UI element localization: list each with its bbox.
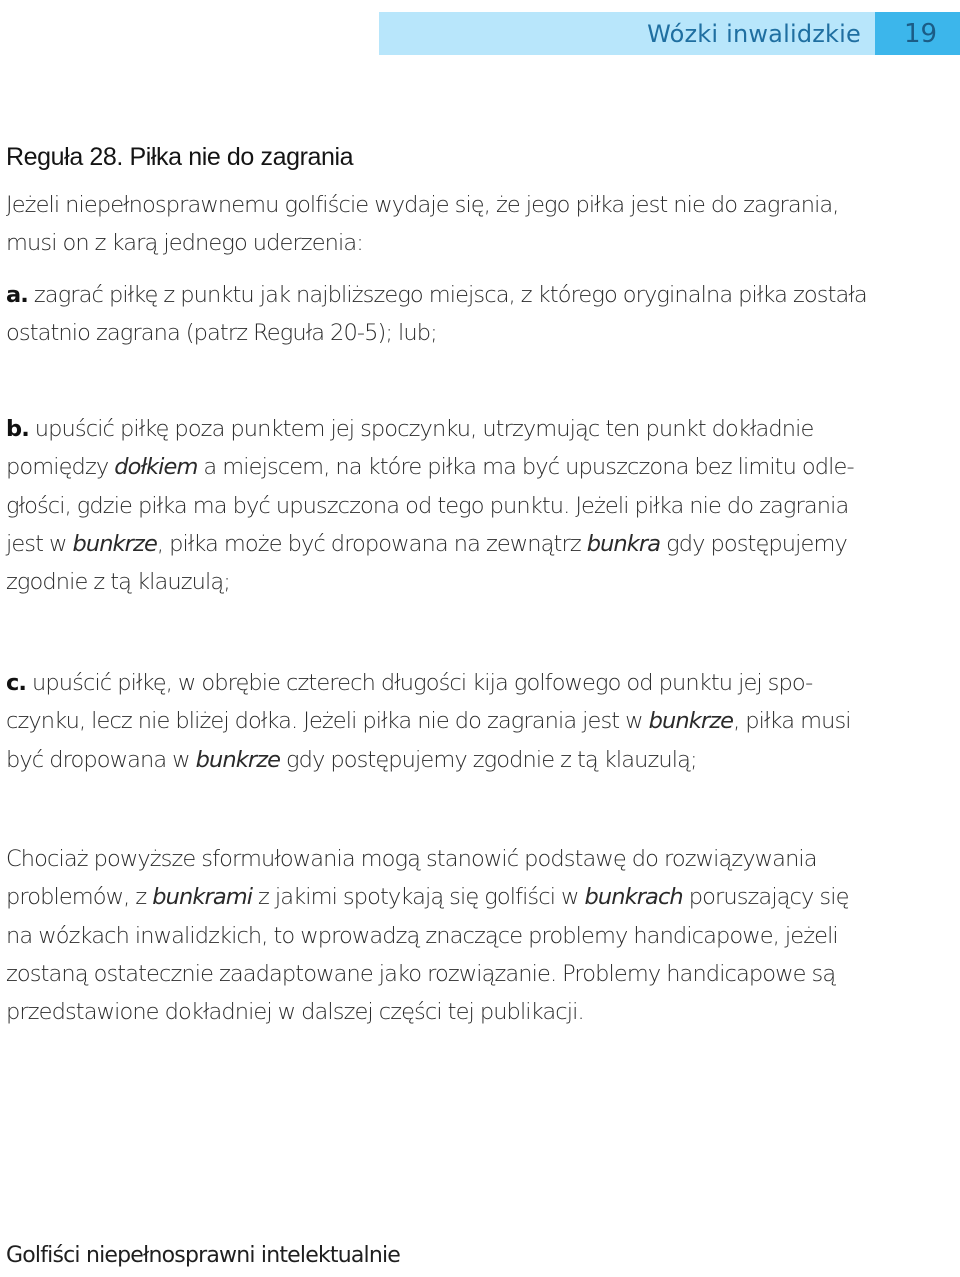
rule-item-c — [6, 664, 946, 779]
item-c-line — [6, 664, 946, 702]
item-c-text: być dropowana w — [6, 746, 196, 773]
term-bunkrze: bunkrze — [72, 530, 157, 557]
item-b-label: b. — [6, 416, 29, 442]
item-b-line: głości, gdzie piłka ma być upuszczona od tego punktu. Jeżeli piłka nie do zagrania — [6, 492, 849, 519]
term-bunkrach: bunkrach — [584, 884, 683, 911]
term-dolkiem: dołkiem — [114, 454, 198, 481]
page-number-box — [875, 12, 960, 55]
item-c-text: upuścić piłkę, w obrębie czterech długości kija golfowego od punktu jej spo- — [26, 670, 813, 696]
term-bunkra: bunkra — [586, 530, 661, 557]
item-c-text: gdy postępujemy zgodnie z tą klauzulą; — [280, 746, 697, 773]
item-b-line — [6, 410, 946, 448]
intro-line: musi on z karą jednego uderzenia: — [6, 230, 363, 257]
item-c-line — [6, 741, 946, 779]
rule-item-a — [6, 276, 946, 353]
header-band — [379, 12, 875, 55]
item-c-text: czynku, lecz nie bliżej dołka. Jeżeli piłka nie do zagrania jest w — [6, 708, 649, 735]
item-b-line — [6, 448, 946, 486]
item-b-line — [6, 525, 946, 563]
term-bunkrami: bunkrami — [152, 884, 253, 911]
item-b-text: pomiędzy — [6, 454, 115, 481]
term-bunkrze: bunkrze — [648, 708, 734, 735]
item-c-label: c. — [6, 670, 27, 696]
item-c-line — [6, 702, 946, 740]
term-bunkrze: bunkrze — [195, 746, 281, 773]
closing-text: z jakimi spotykają się golfiści w — [252, 884, 585, 911]
next-section-heading: Golfiści niepełnosprawni intelektualnie — [6, 1243, 401, 1268]
item-b-text: jest w — [6, 530, 73, 557]
item-b-text: a miejscem, na które piłka ma być upuszczona bez limitu odle- — [197, 454, 854, 481]
item-a-text: zagrać piłkę z punktu jak najbliższego miejsca, z którego oryginalna piłka została — [27, 282, 867, 308]
rule-item-b — [6, 410, 946, 601]
closing-paragraph — [6, 840, 946, 1031]
rule-intro — [6, 186, 946, 263]
rule-heading: Reguła 28. Piłka nie do zagrania — [6, 143, 354, 171]
item-b-line: zgodnie z tą klauzulą; — [6, 569, 230, 596]
intro-line: Jeżeli niepełnosprawnemu golfiście wydaje się, że jego piłka jest nie do zagrania, — [6, 192, 839, 218]
closing-text: poruszający się — [682, 884, 849, 911]
closing-line: przedstawione dokładniej w dalszej części tej publikacji. — [6, 999, 584, 1026]
page-number: 19 — [903, 18, 938, 49]
section-title: Wózki inwalidzkie — [647, 19, 861, 48]
item-b-text: gdy postępujemy — [660, 530, 847, 557]
item-a-line: ostatnio zagrana (patrz Reguła 20-5); lub; — [6, 320, 437, 347]
closing-line: na wózkach inwalidzkich, to wprowadzą znaczące problemy handicapowe, jeżeli — [6, 922, 838, 949]
item-b-text: upuścić piłkę poza punktem jej spoczynku, utrzymując ten punkt dokładnie — [28, 416, 814, 442]
closing-line: zostaną ostatecznie zaadaptowane jako rozwiązanie. Problemy handicapowe są — [6, 960, 836, 987]
item-a-label: a. — [6, 282, 28, 308]
closing-text: problemów, z — [6, 884, 153, 911]
item-c-text: , piłka musi — [733, 708, 851, 735]
closing-line — [6, 878, 946, 916]
item-b-text: , piłka może być dropowana na zewnątrz — [156, 530, 587, 557]
item-a-line — [6, 276, 946, 314]
closing-line: Chociaż powyższe sformułowania mogą stanowić podstawę do rozwiązywania — [6, 846, 817, 872]
